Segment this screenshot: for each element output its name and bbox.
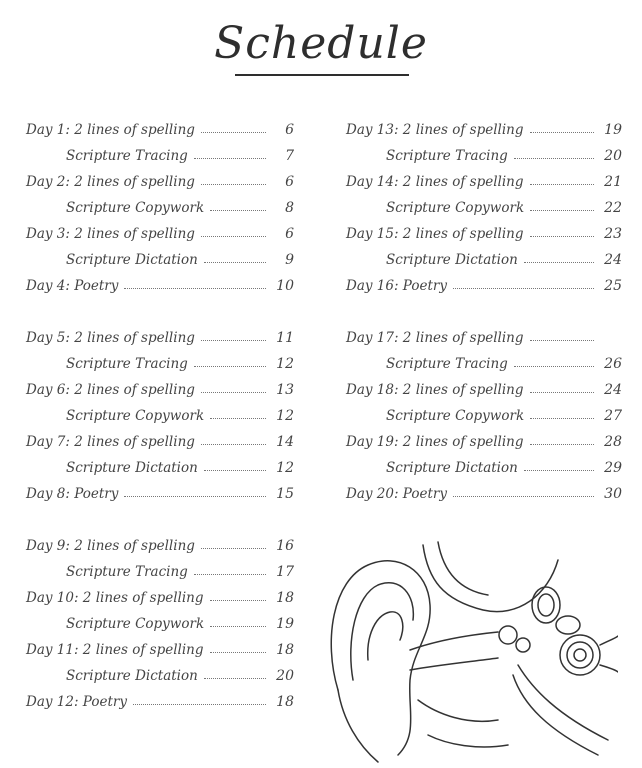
dot-leader (201, 132, 266, 133)
schedule-row-page: 12 (276, 460, 294, 476)
schedule-row (346, 112, 622, 138)
schedule-row (346, 164, 622, 190)
schedule-row-label: Scripture Dictation (386, 252, 518, 268)
schedule-row-page: 25 (604, 278, 622, 294)
schedule-row-page: 9 (285, 252, 294, 268)
dot-leader (210, 652, 267, 653)
schedule-group (346, 112, 622, 294)
schedule-row (346, 346, 622, 372)
schedule-row (26, 528, 294, 554)
schedule-row (26, 424, 294, 450)
schedule-row-label: Scripture Tracing (66, 148, 188, 164)
schedule-row-page: 27 (604, 408, 622, 424)
schedule-row-label: Scripture Tracing (66, 564, 188, 580)
schedule-row-label: Day 16: Poetry (346, 278, 447, 294)
dot-leader (514, 158, 594, 159)
dot-leader (201, 392, 266, 393)
dot-leader (201, 548, 266, 549)
dot-leader (124, 496, 266, 497)
schedule-row (26, 476, 294, 502)
dot-leader (453, 288, 594, 289)
schedule-column-left (26, 112, 294, 710)
dot-leader (210, 626, 266, 627)
dot-leader (530, 184, 595, 185)
dot-leader (124, 288, 266, 289)
schedule-group (346, 320, 622, 502)
dot-leader (530, 392, 595, 393)
dot-leader (530, 418, 594, 419)
dot-leader (194, 158, 266, 159)
schedule-row-label: Day 9: 2 lines of spelling (26, 538, 195, 554)
schedule-row (26, 320, 294, 346)
dot-leader (133, 704, 266, 705)
schedule-row-label: Day 6: 2 lines of spelling (26, 382, 195, 398)
schedule-row-label: Scripture Tracing (386, 356, 508, 372)
dot-leader (201, 184, 266, 185)
schedule-row-page: 15 (276, 486, 294, 502)
schedule-group (26, 112, 294, 294)
schedule-row (26, 112, 294, 138)
schedule-row-page: 12 (276, 356, 294, 372)
dot-leader (194, 574, 266, 575)
schedule-row (26, 242, 294, 268)
dot-leader (530, 132, 595, 133)
schedule-row-label: Scripture Tracing (66, 356, 188, 372)
schedule-row-label: Day 14: 2 lines of spelling (346, 174, 524, 190)
schedule-group (26, 528, 294, 710)
schedule-row-page: 14 (276, 434, 294, 450)
schedule-row-label: Day 18: 2 lines of spelling (346, 382, 524, 398)
schedule-row (346, 476, 622, 502)
schedule-row-label: Scripture Copywork (66, 408, 205, 424)
dot-leader (201, 444, 266, 445)
dot-leader (210, 600, 267, 601)
schedule-row-page: 29 (604, 460, 622, 476)
schedule-row-page: 20 (276, 668, 294, 684)
page-title: Schedule (214, 18, 428, 69)
schedule-row-label: Scripture Dictation (66, 252, 198, 268)
schedule-row-label: Scripture Copywork (66, 200, 205, 216)
schedule-row-label: Day 13: 2 lines of spelling (346, 122, 524, 138)
schedule-row-page: 19 (604, 122, 622, 138)
title-underline (235, 74, 409, 76)
dot-leader (514, 366, 594, 367)
schedule-row-label: Day 2: 2 lines of spelling (26, 174, 195, 190)
schedule-group (26, 320, 294, 502)
dot-leader (530, 236, 595, 237)
schedule-row (26, 138, 294, 164)
schedule-row (26, 216, 294, 242)
schedule-row-page: 20 (604, 148, 622, 164)
schedule-row (26, 268, 294, 294)
schedule-row-page: 18 (276, 590, 294, 606)
schedule-row (26, 372, 294, 398)
schedule-row (346, 372, 622, 398)
schedule-row-label: Scripture Dictation (66, 460, 198, 476)
dot-leader (453, 496, 594, 497)
schedule-row-label: Scripture Dictation (386, 460, 518, 476)
dot-leader (530, 210, 594, 211)
dot-leader (204, 678, 266, 679)
schedule-row-label: Scripture Tracing (386, 148, 508, 164)
schedule-row (26, 580, 294, 606)
schedule-row (346, 320, 622, 346)
schedule-row-label: Scripture Dictation (66, 668, 198, 684)
schedule-row-page: 30 (604, 486, 622, 502)
schedule-row-label: Day 11: 2 lines of spelling (26, 642, 204, 658)
dot-leader (210, 418, 266, 419)
schedule-row-page: 13 (276, 382, 294, 398)
schedule-row (346, 216, 622, 242)
schedule-row-label: Day 3: 2 lines of spelling (26, 226, 195, 242)
schedule-column-right (346, 112, 622, 502)
schedule-row (26, 606, 294, 632)
schedule-row-page: 12 (276, 408, 294, 424)
schedule-row (26, 346, 294, 372)
dot-leader (524, 470, 594, 471)
dot-leader (530, 444, 595, 445)
dot-leader (194, 366, 266, 367)
schedule-row-page: 6 (285, 174, 294, 190)
schedule-row-page: 19 (276, 616, 294, 632)
schedule-row-page: 17 (276, 564, 294, 580)
schedule-row (26, 398, 294, 424)
schedule-row-label: Scripture Copywork (386, 200, 525, 216)
schedule-row (26, 450, 294, 476)
dot-leader (210, 210, 266, 211)
schedule-row-page: 21 (604, 174, 622, 190)
schedule-row-page: 22 (604, 200, 622, 216)
schedule-row-page: 28 (604, 434, 622, 450)
schedule-row-page: 10 (276, 278, 294, 294)
schedule-row (26, 684, 294, 710)
schedule-row (346, 424, 622, 450)
schedule-row-label: Day 4: Poetry (26, 278, 119, 294)
schedule-row-label: Day 8: Poetry (26, 486, 119, 502)
schedule-row-label: Scripture Copywork (66, 616, 205, 632)
schedule-row (346, 398, 622, 424)
schedule-row-page: 6 (285, 226, 294, 242)
schedule-row-page: 24 (604, 252, 622, 268)
schedule-row (346, 268, 622, 294)
schedule-row-label: Day 10: 2 lines of spelling (26, 590, 204, 606)
schedule-row-page: 7 (285, 148, 294, 164)
dot-leader (201, 236, 266, 237)
schedule-row-page: 24 (604, 382, 622, 398)
schedule-row-page: 11 (276, 330, 294, 346)
schedule-row-page: 6 (285, 122, 294, 138)
schedule-row-label: Day 1: 2 lines of spelling (26, 122, 195, 138)
schedule-row (346, 242, 622, 268)
schedule-row-page: 16 (276, 538, 294, 554)
schedule-row-page: 18 (276, 642, 294, 658)
schedule-row (26, 164, 294, 190)
schedule-row (26, 554, 294, 580)
dot-leader (524, 262, 594, 263)
schedule-row-label: Day 15: 2 lines of spelling (346, 226, 524, 242)
schedule-row-label: Day 5: 2 lines of spelling (26, 330, 195, 346)
schedule-row-label: Day 7: 2 lines of spelling (26, 434, 195, 450)
schedule-row (26, 190, 294, 216)
dot-leader (204, 470, 266, 471)
schedule-row-label: Day 12: Poetry (26, 694, 127, 710)
schedule-row-label: Day 19: 2 lines of spelling (346, 434, 524, 450)
schedule-row (26, 632, 294, 658)
schedule-row (346, 450, 622, 476)
ear-anatomy-icon (318, 540, 618, 765)
schedule-row-page: 23 (604, 226, 622, 242)
dot-leader (530, 340, 595, 341)
schedule-row-page: 8 (285, 200, 294, 216)
dot-leader (201, 340, 266, 341)
schedule-row-page: 26 (604, 356, 622, 372)
schedule-row-label: Day 20: Poetry (346, 486, 447, 502)
schedule-row-label: Scripture Copywork (386, 408, 525, 424)
schedule-row-page: 18 (276, 694, 294, 710)
dot-leader (204, 262, 266, 263)
schedule-row (346, 190, 622, 216)
schedule-row (346, 138, 622, 164)
schedule-row-label: Day 17: 2 lines of spelling (346, 330, 524, 346)
schedule-row (26, 658, 294, 684)
